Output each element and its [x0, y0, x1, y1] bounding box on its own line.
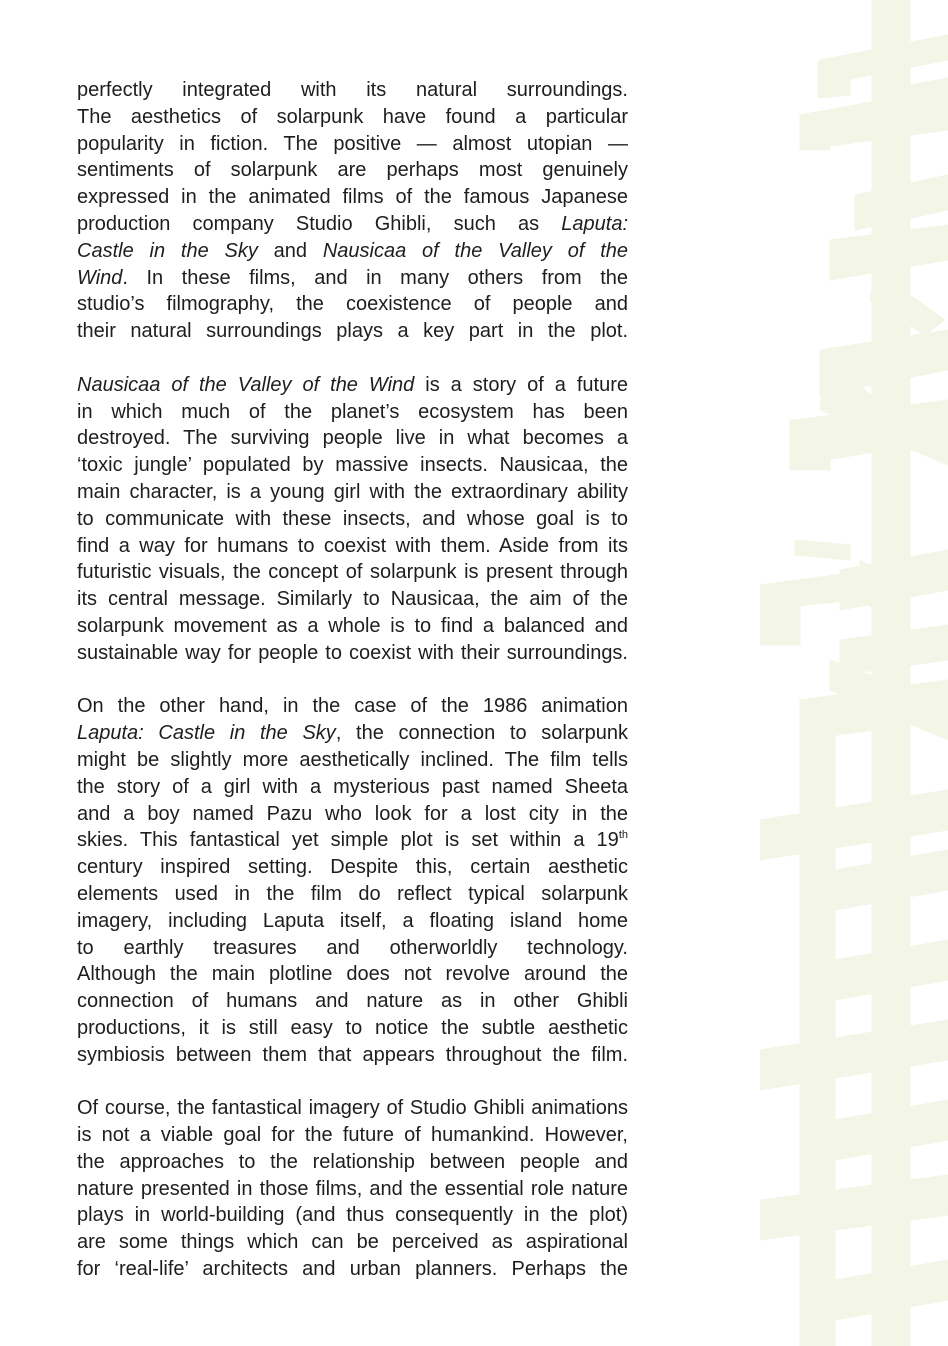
text-run: popularity in fiction. The positive — almost utopian —: [77, 132, 628, 155]
text-run: Of course, the fantastical imagery of Studio Ghibli animations: [77, 1097, 628, 1120]
text-line: [77, 640, 628, 667]
text-run: . In these films, and in many others from the: [122, 266, 628, 289]
text-line: [77, 1229, 628, 1256]
text-line: [77, 881, 628, 908]
text-line: [77, 908, 628, 935]
text-run: solarpunk movement as a whole is to find a balanced and: [77, 614, 628, 637]
text-run: expressed in the animated films of the famous Japanese: [77, 186, 628, 209]
text-run: the story of a girl with a mysterious past named Sheeta: [77, 775, 628, 798]
text-line: [77, 452, 628, 479]
text-line: [77, 961, 628, 988]
text-run: its central message. Similarly to Nausicaa, the aim of the: [77, 588, 628, 611]
text-run: is not a viable goal for the future of humankind. However,: [77, 1124, 628, 1147]
text-run: productions, it is still easy to notice the subtle aesthetic: [77, 1016, 628, 1039]
italic-title: Wind: [77, 266, 123, 289]
text-run: the approaches to the relationship between people and: [77, 1150, 628, 1173]
italic-title: Nausicaa of the Valley of the: [322, 239, 628, 262]
text-run: imagery, including Laputa itself, a floating island home: [77, 909, 628, 932]
text-line: [77, 372, 628, 399]
text-run: elements used in the film do reflect typical solarpunk: [77, 882, 628, 905]
text-run: connection of humans and nature as in other Ghibli: [77, 990, 628, 1013]
text-line: [77, 1122, 628, 1149]
text-run: plays in world-building (and thus consequently in the plot): [77, 1204, 628, 1227]
text-run: is a story of a future: [414, 373, 628, 396]
text-run: sentiments of solarpunk are perhaps most genuinely: [77, 159, 628, 182]
superscript: th: [618, 829, 628, 842]
text-line: [77, 157, 628, 184]
text-run: symbiosis between them that appears throughout the film.: [77, 1043, 628, 1066]
text-run: and a boy named Pazu who look for a lost city in the: [77, 802, 628, 825]
text-line: [77, 693, 628, 720]
text-line: [77, 506, 628, 533]
text-line: [77, 1149, 628, 1176]
text-line: [77, 559, 628, 586]
text-line: [77, 104, 628, 131]
paragraph: [77, 693, 628, 1068]
text-line: [77, 801, 628, 828]
text-line: [77, 827, 628, 854]
text-run: perfectly integrated with its natural surroundings.: [77, 79, 628, 101]
text-run: skies. This fantastical yet simple plot is set within a 19: [77, 829, 619, 852]
text-line: [77, 1042, 628, 1069]
paragraph: [77, 77, 628, 345]
text-run: production company Studio Ghibli, such as: [77, 212, 562, 235]
paragraph: [77, 1095, 628, 1283]
text-line: [77, 211, 628, 238]
text-run: On the other hand, in the case of the 1986 animation: [77, 695, 628, 718]
text-run: for ‘real-life’ architects and urban planners. Perhaps the: [77, 1258, 628, 1281]
text-run: main character, is a young girl with the extraordinary ability: [77, 480, 628, 503]
text-run: The aesthetics of solarpunk have found a particular: [77, 105, 628, 128]
italic-title: Laputa:: [561, 212, 628, 235]
text-line: [77, 1202, 628, 1229]
text-line: [77, 854, 628, 881]
text-line: [77, 586, 628, 613]
decorative-graffiti-lettering: [760, 0, 948, 1346]
text-run: destroyed. The surviving people live in what becomes a: [77, 427, 628, 450]
text-line: [77, 399, 628, 426]
text-run: find a way for humans to coexist with them. Aside from its: [77, 534, 628, 557]
text-line: [77, 291, 628, 318]
italic-title: Nausicaa of the Valley of the Wind: [77, 373, 415, 396]
text-line: [77, 613, 628, 640]
text-run: century inspired setting. Despite this, certain aesthetic: [77, 856, 628, 879]
text-run: nature presented in those films, and the essential role nature: [77, 1177, 628, 1200]
text-run: futuristic visuals, the concept of solarpunk is present through: [77, 561, 628, 584]
text-line: [77, 479, 628, 506]
text-line: [77, 747, 628, 774]
text-run: Although the main plotline does not revolve around the: [77, 963, 628, 986]
text-line: [77, 265, 628, 292]
text-run: and: [257, 239, 323, 262]
text-line: [77, 774, 628, 801]
text-line: [77, 988, 628, 1015]
text-run: to communicate with these insects, and whose goal is to: [77, 507, 628, 530]
text-line: [77, 1176, 628, 1203]
article-body: [77, 77, 628, 1310]
text-line: [77, 131, 628, 158]
text-run: studio’s filmography, the coexistence of people and: [77, 293, 628, 316]
text-line: [77, 533, 628, 560]
text-run: to earthly treasures and otherworldly technology.: [77, 936, 628, 959]
paragraph: [77, 372, 628, 667]
text-line: [77, 935, 628, 962]
text-line: [77, 77, 628, 104]
text-line: [77, 238, 628, 265]
text-run: ‘toxic jungle’ populated by massive insects. Nausicaa, the: [77, 454, 628, 477]
text-run: their natural surroundings plays a key part in the plot.: [77, 320, 628, 343]
text-run: , the connection to solarpunk: [335, 722, 628, 745]
text-line: [77, 1015, 628, 1042]
text-run: might be slightly more aesthetically inclined. The film tells: [77, 748, 628, 771]
text-run: in which much of the planet’s ecosystem has been: [77, 400, 628, 423]
text-line: [77, 184, 628, 211]
text-line: [77, 1095, 628, 1122]
text-line: [77, 318, 628, 345]
text-run: sustainable way for people to coexist with their surroundings.: [77, 641, 628, 664]
italic-title: Castle in the Sky: [77, 239, 258, 262]
text-line: [77, 425, 628, 452]
italic-title: Laputa: Castle in the Sky: [77, 722, 336, 745]
text-line: [77, 1256, 628, 1283]
text-run: are some things which can be perceived as aspirational: [77, 1231, 628, 1254]
text-line: [77, 720, 628, 747]
